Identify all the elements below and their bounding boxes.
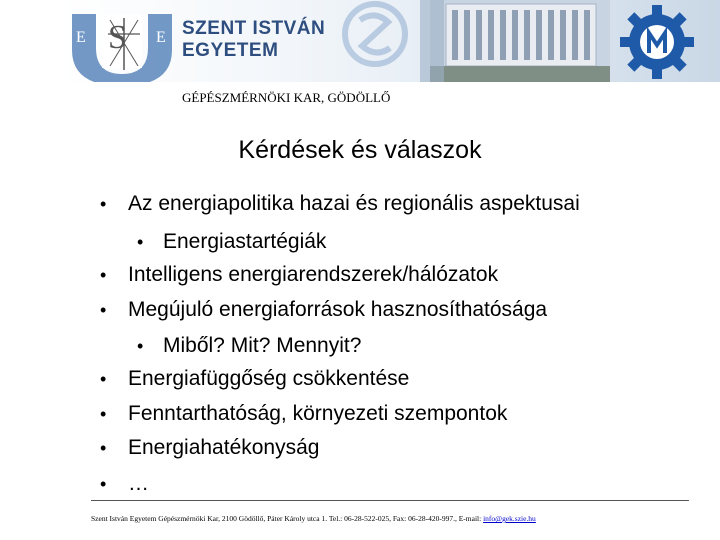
list-item-text: Energiastartégiák: [163, 230, 327, 253]
slide-header: [0, 0, 720, 82]
slide-title: Kérdések és válaszok: [238, 136, 482, 164]
bullet-icon: •: [100, 369, 107, 389]
faculty-name: GÉPÉSZMÉRNÖKI KAR, GÖDÖLLŐ: [182, 90, 391, 105]
list-item-text: Megújuló energiaforrások hasznosíthatósága: [128, 298, 548, 321]
bullet-icon: •: [137, 232, 144, 252]
footer-divider: [91, 500, 689, 501]
list-item-text: Fenntarthatóság, környezeti szempontok: [128, 402, 508, 425]
footer-contact: [91, 514, 536, 523]
list-item-text: Energiahatékonyság: [128, 436, 320, 459]
bullet-icon: •: [100, 438, 107, 458]
footer-email-link[interactable]: info@gek.szie.hu: [483, 514, 536, 523]
list-item-text: Energiafüggőség csökkentése: [128, 367, 410, 390]
bullet-icon: •: [137, 336, 144, 356]
svg-text:S: S: [108, 19, 127, 56]
faculty-gear-logo-icon: [618, 3, 696, 81]
bullet-icon: •: [100, 194, 107, 214]
building-image-icon: [420, 0, 620, 82]
footer-contact-text: Szent István Egyetem Gépészmérnöki Kar, 2100 Gödöllő, Páter Károly utca 1. Tel.: 06-28-522-025, Fax: 06-28-420-997., E-mail:: [91, 514, 484, 523]
university-name-line1: SZENT ISTVÁN: [182, 18, 326, 39]
list-item-text: …: [128, 472, 149, 495]
bullet-icon: •: [100, 300, 107, 320]
bullet-icon: •: [100, 265, 107, 285]
university-logo-icon: [66, 8, 178, 82]
list-item-text: Az energiapolitika hazai és regionális aspektusai: [128, 192, 580, 215]
watermark-emblem-icon: [320, 0, 430, 82]
university-name: [182, 18, 325, 62]
svg-text:E: E: [76, 29, 86, 46]
bullet-icon: •: [100, 474, 107, 494]
list-item-text: Intelligens energiarendszerek/hálózatok: [128, 263, 499, 286]
bullet-icon: •: [100, 404, 107, 424]
university-name-line2: EGYETEM: [182, 40, 279, 61]
svg-text:E: E: [156, 29, 166, 46]
list-item-text: Miből? Mit? Mennyit?: [163, 334, 362, 357]
